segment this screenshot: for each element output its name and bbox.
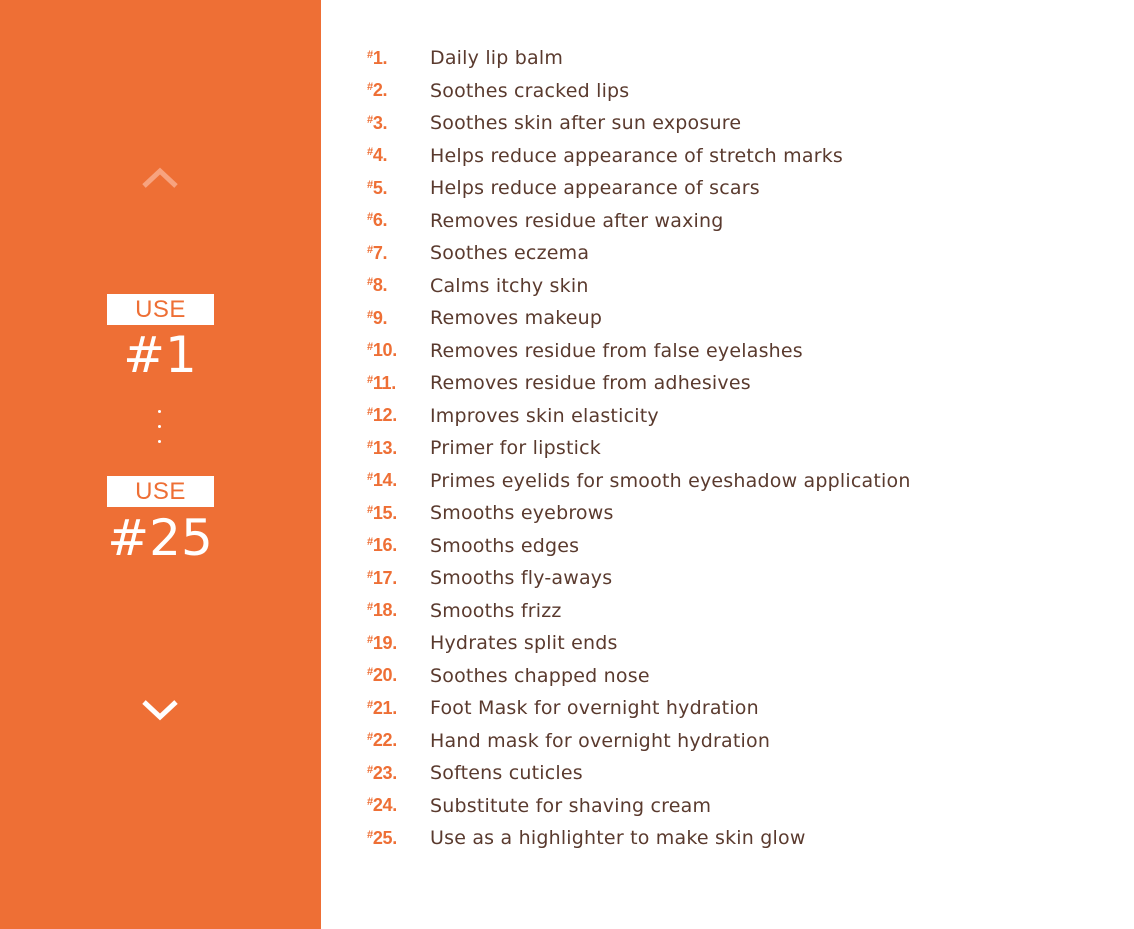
list-item [367, 757, 911, 790]
use-description: Softens cuticles [430, 762, 583, 785]
list-item [367, 140, 911, 173]
list-item [367, 465, 911, 498]
list-item [367, 205, 911, 238]
use-description: Removes residue from adhesives [430, 372, 751, 395]
use-description: Soothes skin after sun exposure [430, 112, 742, 135]
list-item [367, 75, 911, 108]
range-end-number: #25 [107, 509, 213, 567]
list-item [367, 400, 911, 433]
range-start-number: #1 [123, 326, 197, 384]
list-item [367, 822, 911, 855]
list-item [367, 627, 911, 660]
use-description: Substitute for shaving cream [430, 794, 712, 817]
vertical-dots-icon [158, 410, 162, 452]
list-item [367, 172, 911, 205]
use-number: #20. [367, 665, 397, 686]
use-badge-end: USE [107, 476, 214, 507]
use-number: #15. [367, 502, 397, 523]
use-description: Use as a highlighter to make skin glow [430, 827, 806, 850]
use-description: Calms itchy skin [430, 274, 589, 297]
list-item [367, 42, 911, 75]
use-number: #7. [367, 242, 388, 263]
use-description: Soothes eczema [430, 242, 590, 265]
use-number: #19. [367, 632, 397, 653]
use-description: Soothes chapped nose [430, 664, 650, 687]
use-number: #4. [367, 145, 388, 166]
list-item [367, 692, 911, 725]
use-description: Hand mask for overnight hydration [430, 729, 771, 752]
use-description: Removes residue after waxing [430, 209, 724, 232]
chevron-up-icon[interactable] [139, 164, 181, 190]
use-number: #11. [367, 372, 396, 393]
use-description: Hydrates split ends [430, 632, 618, 655]
list-item [367, 595, 911, 628]
list-item [367, 335, 911, 368]
use-number: #16. [367, 535, 397, 556]
use-description: Helps reduce appearance of stretch marks [430, 144, 844, 167]
use-description: Removes makeup [430, 307, 603, 330]
use-number: #13. [367, 437, 397, 458]
use-navigator-panel [0, 0, 321, 929]
use-description: Primer for lipstick [430, 437, 601, 460]
use-description: Soothes cracked lips [430, 79, 630, 102]
use-description: Daily lip balm [430, 47, 564, 70]
list-item [367, 107, 911, 140]
list-item [367, 660, 911, 693]
use-description: Smooths frizz [430, 599, 562, 622]
use-number: #8. [367, 275, 388, 296]
use-number: #24. [367, 795, 397, 816]
use-number: #5. [367, 177, 388, 198]
chevron-down-icon[interactable] [139, 698, 181, 724]
use-number: #2. [367, 80, 388, 101]
use-number: #22. [367, 730, 397, 751]
list-item [367, 790, 911, 823]
use-description: Helps reduce appearance of scars [430, 177, 760, 200]
use-number: #9. [367, 307, 388, 328]
list-item [367, 432, 911, 465]
use-description: Smooths fly-aways [430, 567, 613, 590]
use-description: Smooths edges [430, 534, 580, 557]
use-description: Removes residue from false eyelashes [430, 339, 803, 362]
list-item [367, 497, 911, 530]
list-item [367, 302, 911, 335]
use-description: Primes eyelids for smooth eyeshadow application [430, 469, 911, 492]
use-number: #6. [367, 210, 388, 231]
list-item [367, 562, 911, 595]
uses-list [367, 42, 911, 855]
use-number: #25. [367, 827, 397, 848]
use-number: #23. [367, 762, 397, 783]
use-number: #10. [367, 340, 397, 361]
use-number: #14. [367, 470, 397, 491]
use-number: #1. [367, 47, 388, 68]
use-description: Improves skin elasticity [430, 404, 659, 427]
use-description: Foot Mask for overnight hydration [430, 697, 759, 720]
use-description: Smooths eyebrows [430, 502, 614, 525]
use-number: #21. [367, 697, 397, 718]
use-number: #18. [367, 600, 397, 621]
use-number: #17. [367, 567, 397, 588]
use-number: #3. [367, 112, 388, 133]
use-number: #12. [367, 405, 397, 426]
list-item [367, 237, 911, 270]
list-item [367, 530, 911, 563]
list-item [367, 725, 911, 758]
list-item [367, 367, 911, 400]
use-badge-start: USE [107, 294, 214, 325]
list-item [367, 270, 911, 303]
